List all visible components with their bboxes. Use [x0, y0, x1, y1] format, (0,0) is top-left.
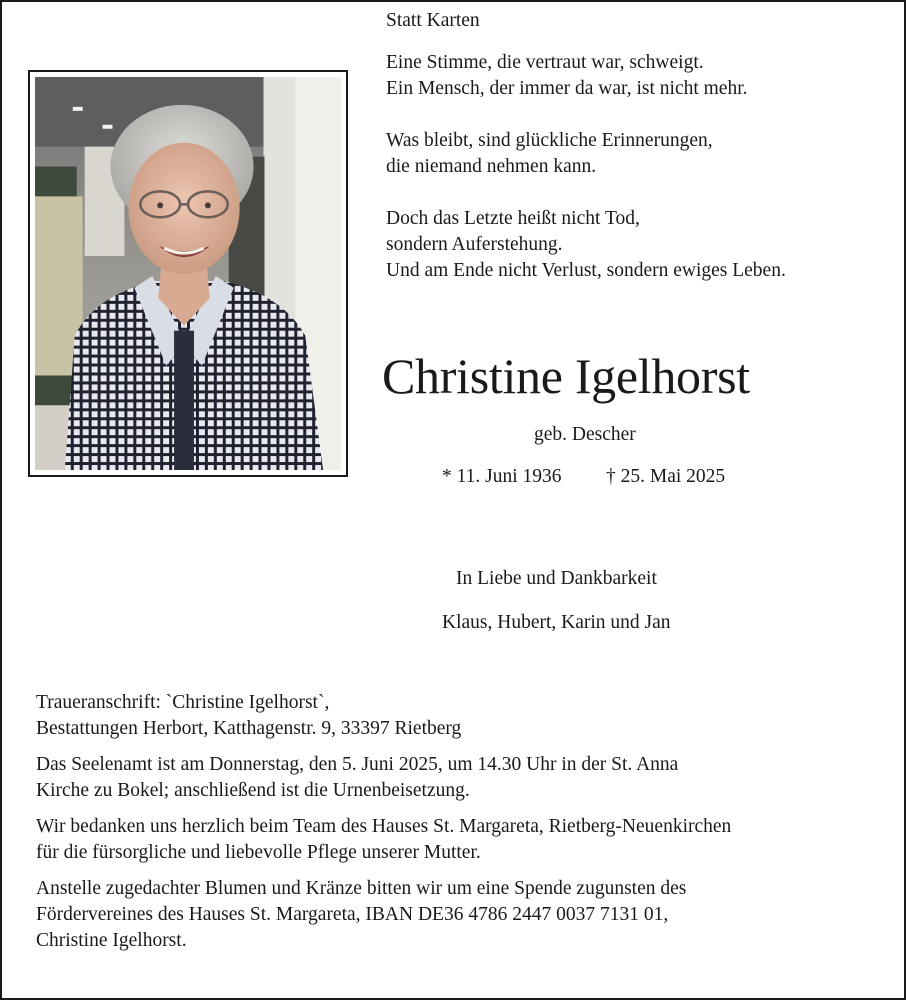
death-date: † 25. Mai 2025 [606, 466, 726, 487]
notice-details [36, 690, 886, 964]
verse-line: sondern Auferstehung. [386, 234, 563, 255]
birth-date: * 11. Juni 1936 [442, 466, 562, 487]
verse-line: Doch das Letzte heißt nicht Tod, [386, 208, 640, 229]
portrait-frame [28, 70, 348, 477]
donation-line: Christine Igelhorst. [36, 930, 187, 951]
verse-line: Eine Stimme, die vertraut war, schweigt. [386, 52, 704, 73]
thanks-note [36, 814, 886, 866]
mourners-phrase: In Liebe und Dankbarkeit [456, 568, 657, 589]
donation-request [36, 876, 886, 954]
donation-line: Fördervereines des Hauses St. Margareta, IBAN DE36 4786 2447 0037 7131 01, [36, 904, 669, 925]
verse-line: Was bleibt, sind glückliche Erinnerungen, [386, 130, 713, 151]
mourning-address [36, 690, 886, 742]
verse-line: Und am Ende nicht Verlust, sondern ewiges Leben. [386, 260, 786, 281]
verse-line: die niemand nehmen kann. [386, 156, 597, 177]
statt-karten-label: Statt Karten [386, 10, 480, 31]
portrait-photo [35, 77, 341, 470]
thanks-line: für die fürsorgliche und liebevolle Pflege unserer Mutter. [36, 842, 481, 863]
maiden-name: geb. Descher [534, 424, 636, 445]
address-line: Traueranschrift: `Christine Igelhorst`, [36, 692, 330, 713]
mourners-names: Klaus, Hubert, Karin und Jan [442, 612, 671, 633]
service-line: Kirche zu Bokel; anschließend ist die Urnenbeisetzung. [36, 780, 470, 801]
address-line: Bestattungen Herbort, Katthagenstr. 9, 33397 Rietberg [36, 718, 462, 739]
thanks-line: Wir bedanken uns herzlich beim Team des Hauses St. Margareta, Rietberg-Neuenkirchen [36, 816, 732, 837]
donation-line: Anstelle zugedachter Blumen und Kränze bitten wir um eine Spende zugunsten des [36, 878, 687, 899]
verse-line: Ein Mensch, der immer da war, ist nicht mehr. [386, 78, 748, 99]
deceased-name: Christine Igelhorst [382, 348, 750, 404]
memorial-verse [386, 50, 786, 284]
service-info [36, 752, 886, 804]
service-line: Das Seelenamt ist am Donnerstag, den 5. Juni 2025, um 14.30 Uhr in der St. Anna [36, 754, 679, 775]
